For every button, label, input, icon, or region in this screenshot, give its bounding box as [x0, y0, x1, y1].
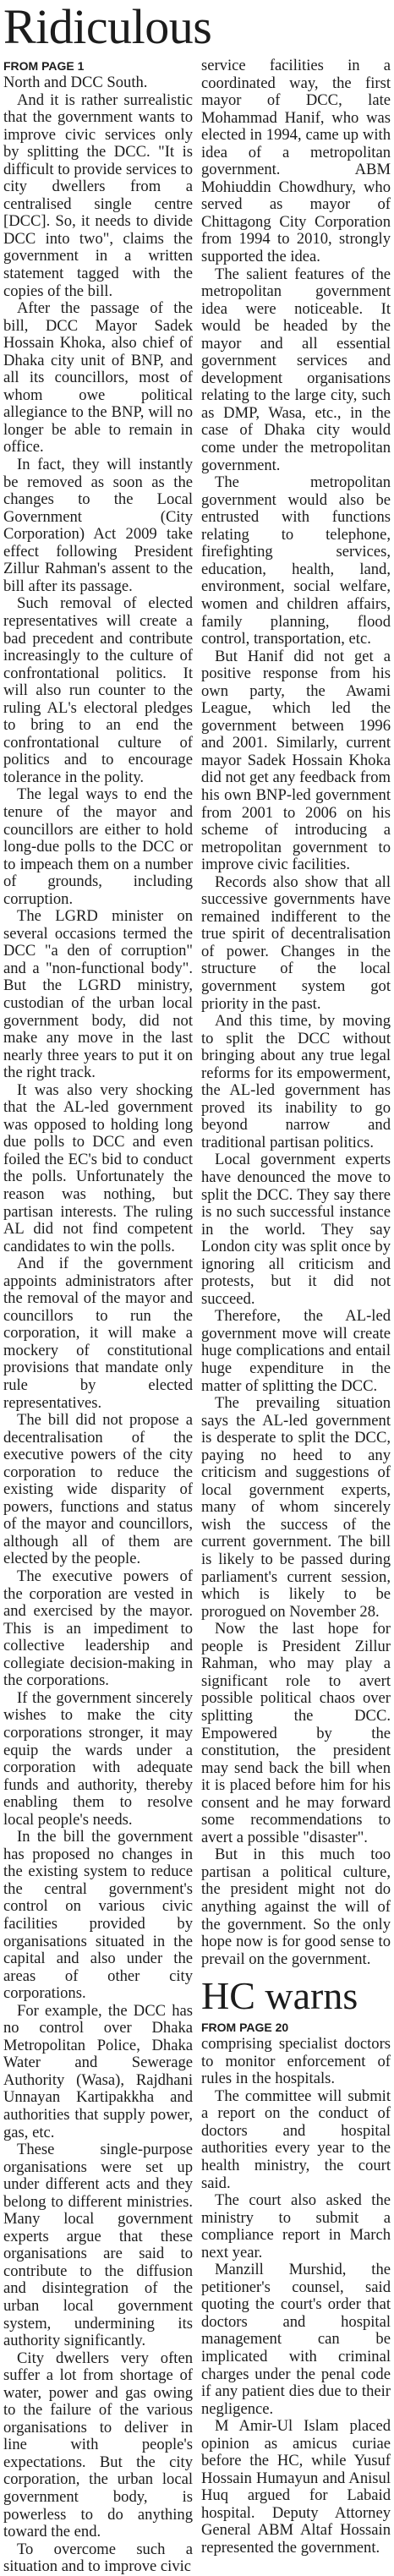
paragraph: After the passage of the bill, DCC Mayor Sadek Hossain Khoka, also chief of Dhaka city unit of BNP, and all its councillors, most of whom owe political allegiance to the BNP, will no longer be able to remain in office. — [3, 299, 193, 457]
second-article-headline: HC warns — [201, 1974, 358, 2018]
paragraph: Local government experts have denounced the move to split the DCC. They say there is no such successful instance in the world. They say London city was split once by ignoring all criticism and protests, but it did not succeed. — [201, 1151, 391, 1308]
right-column — [201, 57, 391, 2557]
paragraph: These single-purpose organisations were set up under different acts and they belong to different ministries. Many local government experts argue that these organisations are said to contribute to the diffusion and disintegration of the urban local government system, undermining its authority significantly. — [3, 2141, 193, 2350]
paragraph: Records also show that all successive governments have remained indifferent to the true spirit of decentralisation of power. Changes in the structure of the local government system got priority in the past. — [201, 872, 391, 1013]
jump-line-from-page-1: FROM PAGE 1 — [3, 59, 85, 73]
article-columns — [3, 57, 391, 2576]
paragraph: Therefore, the AL-led government move will create huge complications and entail huge expenditure in the matter of splitting the DCC. — [201, 1307, 391, 1395]
paragraph: But Hanif did not get a positive response from his own party, the Awami League, which led the government between 1996 and 2001. Similarly, current mayor Sadek Hossain Khoka did not get any feedback from his own BNP-led government from 2001 to 2006 on his scheme of introducing a metropolitan government to improve civic facilities. — [201, 647, 391, 874]
paragraph: The committee will submit a report on the conduct of doctors and hospital authorities every year to the health ministry, the court said. — [201, 2087, 391, 2192]
left-column — [3, 57, 193, 2576]
article-headline: Ridiculous — [3, 0, 212, 54]
paragraph: The bill did not propose a decentralisation of the executive powers of the city corporation to reduce the existing wide disparity of powers, functions and status of the mayor and councillors, although all of them are elected by the people. — [3, 1411, 193, 1568]
paragraph: Such removal of elected representatives will create a bad precedent and contribute increasingly to the culture of confrontational politics. It will also run counter to the ruling AL's electoral pledges to bring to an end the confrontational culture of politics and to encourage tolerance in the polity. — [3, 594, 193, 786]
paragraph: City dwellers very often suffer a lot from shortage of water, power and gas owing to the failure of the various organisations to deliver in line with people's expectations. But the city corporation, the urban local government body, is powerless to do anything toward the end. — [3, 2349, 193, 2541]
paragraph: The legal ways to end the tenure of the mayor and councillors are either to hold long-due polls to the DCC or to impeach them on a number of grounds, including corruption. — [3, 785, 193, 908]
paragraph: The executive powers of the corporation are vested in and exercised by the mayor. This is an impediment to collective leadership and collegiate decision-making in the corporations. — [3, 1567, 193, 1690]
paragraph: If the government sincerely wishes to make the city corporations stronger, it may equip the wards under a corporation with adequate funds and authority, thereby enabling them to resolve local people's needs. — [3, 1688, 193, 1829]
paragraph: And if the government appoints administrators after the removal of the mayor and councillors to run the corporation, it will make a mockery of constitutional provisions that mandate only rule by elected representatives. — [3, 1255, 193, 1412]
paragraph: In fact, they will instantly be removed as soon as the changes to the Local Government (City Corporation) Act 2009 take effect following President Zillur Rahman's assent to the bill after its passage. — [3, 456, 193, 595]
paragraph: To overcome such a situation and to improve civic — [3, 2540, 193, 2576]
paragraph: North and DCC South. — [3, 74, 148, 91]
paragraph: But in this much too partisan a political culture, the president might not do anything against the will of the government. So the only hope now is for good sense to prevail on the government. — [201, 1846, 391, 1968]
paragraph: For example, the DCC has no control over Dhaka Metropolitan Police, Dhaka Water and Sewerage Authority (Wasa), Rajdhani Unnayan Kartipakkha and authorities that supply power, gas, etc. — [3, 2001, 193, 2141]
paragraph: And this time, by moving to split the DCC without bringing about any true legal reforms for its empowerment, the AL-led government has proved its inability to go beyond narrow and traditional partisan politics. — [201, 1012, 391, 1151]
paragraph: The salient features of the metropolitan government idea were noticeable. It would be headed by the mayor and all essential government services and development organisations relating to the large city, such as DMP, Wasa, etc., in the case of Dhaka city would come under the metropolitan government. — [201, 265, 391, 474]
paragraph: The metropolitan government would also be entrusted with functions relating to telephone, firefighting services, education, health, land, environment, social welfare, women and children affairs, family planning, flood control, transportation, etc. — [201, 473, 391, 648]
paragraph: And it is rather surrealistic that the government wants to improve civic services only by splitting the DCC. "It is difficult to provide services to city dwellers from a centralised single centre [DCC]. So, it needs to divide DCC into two", claims the government in a written statement tagged with the copies of the bill. — [3, 90, 193, 300]
paragraph: Manzill Murshid, the petitioner's counsel, said quoting the court's order that doctors and hospital management can be implicated with criminal charges under the penal code if any patient dies due to their negligence. — [201, 2261, 391, 2418]
paragraph: It was also very shocking that the AL-led government was opposed to holding long due polls to DCC and even foiled the EC's bid to conduct the polls. Unfortunately the reason was nothing, but partisan interests. The ruling AL did not find competent candidates to win the polls. — [3, 1080, 193, 1255]
paragraph: The LGRD minister on several occasions termed the DCC "a den of corruption" and a "non-functional body". But the LGRD ministry, custodian of the urban local government body, did not make any move in the last nearly three years to put it on the right track. — [3, 907, 193, 1082]
paragraph: The prevailing situation says the AL-led government is desperate to split the DCC, paying no heed to any criticism and suggestions of local government experts, many of whom sincerely wish the success of the current government. The bill is likely to be passed during parliament's current session, which is likely to be prorogued on November 28. — [201, 1394, 391, 1621]
paragraph: service facilities in a coordinated way, the first mayor of DCC, late Mohammad Hanif, who was elected in 1994, came up with idea of a metropolitan government. ABM Mohiuddin Chowdhury, who served as mayor of Chittagong City Corporation from 1994 to 2010, strongly supported the idea. — [201, 57, 391, 266]
paragraph: comprising specialist doctors to monitor enforcement of rules in the hospitals. — [201, 2035, 391, 2088]
jump-line-from-page-20: FROM PAGE 20 — [201, 2021, 289, 2035]
paragraph: The court also asked the ministry to submit a compliance report in March next year. — [201, 2191, 391, 2262]
paragraph: Now the last hope for people is President Zillur Rahman, who may play a significant role to avert possible political chaos over splitting the DCC. Empowered by the constitution, the president may send back the bill when it is placed before him for his consent and he may forward some recommendations to avert a possible "disaster". — [201, 1620, 391, 1846]
paragraph: M Amir-Ul Islam placed opinion as amicus curiae before the HC, while Yusuf Hossain Humayun and Anisul Huq argued for Labaid hospital. Deputy Attorney General ABM Altaf Hossain represented the government. — [201, 2417, 391, 2557]
paragraph: In the bill the government has proposed no changes in the existing system to reduce the central government's control on various civic facilities provided by organisations situated in the capital and also under the areas of other city corporations. — [3, 1828, 193, 2003]
